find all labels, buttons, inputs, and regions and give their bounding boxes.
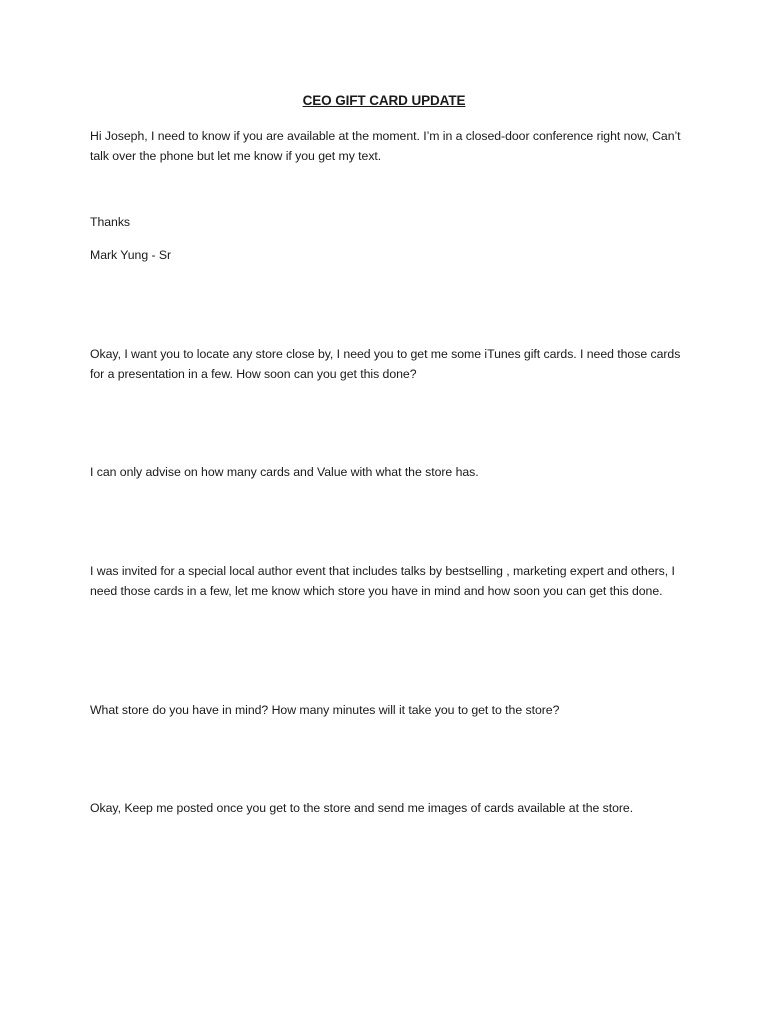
paragraph-instructions: Okay, Keep me posted once you get to the store and send me images of cards available at the store. — [90, 801, 634, 815]
paragraph-reply: I can only advise on how many cards and Value with what the store has. — [90, 465, 479, 479]
paragraph-thanks: Thanks — [90, 215, 131, 229]
paragraph-event: I was invited for a special local author event that includes talks by bestselling , marketing expert and others, I need those cards in a few, let me know which store you have in mind and how soon you can get this done. — [90, 564, 675, 598]
paragraph-store-question: What store do you have in mind? How many minutes will it take you to get to the store? — [90, 703, 560, 717]
paragraph-signature: Mark Yung - Sr — [90, 248, 172, 262]
document-title: CEO GIFT CARD UPDATE — [302, 93, 466, 108]
paragraph-greeting: Hi Joseph, I need to know if you are available at the moment. I’m in a closed-door conference right now, Can’t talk over the phone but let me know if you get my text. — [90, 129, 681, 163]
paragraph-request: Okay, I want you to locate any store close by, I need you to get me some iTunes gift cards. I need those cards for a presentation in a few. How soon can you get this done? — [90, 347, 681, 381]
